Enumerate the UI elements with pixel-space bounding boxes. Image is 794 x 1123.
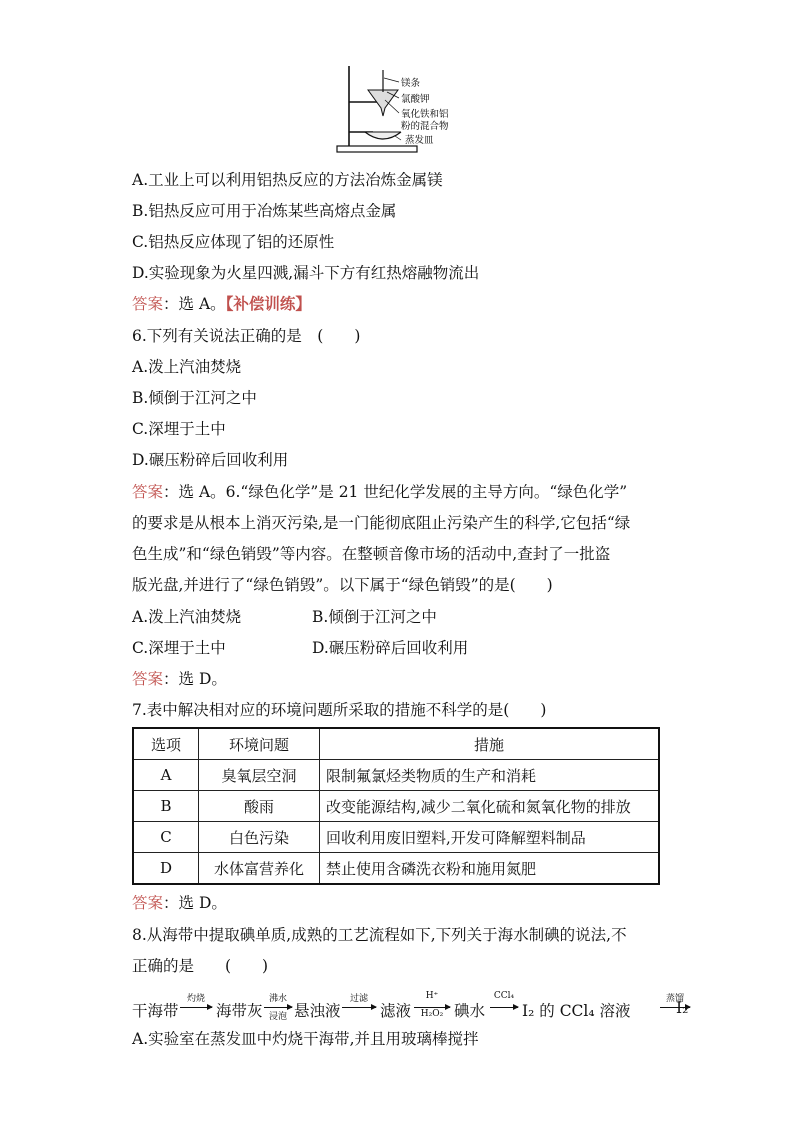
flow-arrow — [342, 1007, 376, 1008]
label-dish: 蒸发皿 — [405, 135, 434, 146]
thermite-apparatus-figure — [335, 62, 490, 154]
q7-stem: 7.表中解决相对应的环境问题所采取的措施不科学的是( ) — [132, 701, 547, 719]
table-row: B 酸雨 改变能源结构,减少二氧化硫和氮氧化物的排放 — [133, 791, 659, 822]
q6-option-a: A.泼上汽油焚烧 — [132, 358, 242, 376]
q6b-option-c: C.深埋于土中 — [132, 639, 226, 657]
q6-option-d: D.碾压粉碎后回收利用 — [132, 451, 289, 469]
iodine-process-flow: 干海带 灼烧 海带灰 沸水 浸泡 悬浊液 过滤 滤液 H⁺ H₂O₂ 碘水 CCl₄ I₂ 的 CCl₄ 溶液 蒸馏 I₂ — [132, 991, 689, 1022]
answer-label: 答案 — [132, 295, 164, 313]
q8-stem-2: 正确的是 ( ) — [132, 957, 269, 975]
flow-item: 干海带 — [132, 1002, 179, 1020]
label-potassium-chlorate: 氯酸钾 — [401, 94, 430, 105]
q6-stem: 6.下列有关说法正确的是 ( ) — [132, 327, 361, 345]
label-mixture-1: 氧化铁和铝 — [401, 109, 449, 120]
q5-option-a: A.工业上可以利用铝热反应的方法冶炼金属镁 — [132, 171, 443, 189]
flow-item: 碘水 — [454, 1002, 486, 1020]
q6-option-c: C.深埋于土中 — [132, 420, 226, 438]
q6b-option-b: B.倾倒于江河之中 — [312, 608, 437, 626]
flow-arrow — [490, 1007, 518, 1008]
answer-label: 答案 — [132, 483, 164, 501]
supplement-tag: 【补偿训练】 — [225, 294, 311, 313]
flow-item: I₂ — [676, 999, 689, 1017]
answer-label: 答案 — [132, 894, 164, 912]
q5-option-b: B.铝热反应可用于冶炼某些高熔点金属 — [132, 202, 397, 220]
q5-answer: 答案：选 A。【补偿训练】 — [132, 294, 311, 313]
q7-answer: 答案：选 D。 — [132, 894, 227, 912]
flow-item: 悬浊液 — [294, 1002, 341, 1020]
answer-label: 答案 — [132, 670, 164, 688]
flow-item: 海带灰 — [216, 1002, 263, 1020]
q7-table — [132, 727, 660, 885]
q6-answer: 答案：选 A。6.“绿色化学”是 21 世纪化学发展的主导方向。“绿色化学” — [132, 483, 628, 501]
table-row: C 白色污染 回收利用废旧塑料,开发可降解塑料制品 — [133, 822, 659, 853]
header-option: 选项 — [133, 728, 199, 760]
q5-option-d: D.实验现象为火星四溅,漏斗下方有红热熔融物流出 — [132, 264, 480, 282]
header-problem: 环境问题 — [199, 728, 320, 760]
q6-option-b: B.倾倒于江河之中 — [132, 389, 257, 407]
flow-arrow — [414, 1007, 450, 1008]
q5-option-c: C.铝热反应体现了铝的还原性 — [132, 233, 335, 251]
flow-item: I₂ 的 CCl₄ 溶液 — [522, 1002, 631, 1020]
header-measure: 措施 — [320, 728, 660, 760]
flow-item: 滤液 — [380, 1002, 412, 1020]
q8-stem-1: 8.从海带中提取碘单质,成熟的工艺流程如下,下列关于海水制碘的说法,不 — [132, 926, 627, 944]
flow-arrow — [180, 1007, 212, 1008]
label-magnesium: 镁条 — [401, 78, 421, 89]
table-header-row — [133, 728, 659, 760]
q6b-option-a: A.泼上汽油焚烧 — [132, 608, 242, 626]
q6b-line-1: 的要求是从根本上消灭污染,是一门能彻底阻止污染产生的科学,它包括“绿 — [132, 514, 631, 532]
table-row: D 水体富营养化 禁止使用含磷洗衣粉和施用氮肥 — [133, 853, 659, 885]
table-row: A 臭氧层空洞 限制氟氯烃类物质的生产和消耗 — [133, 760, 659, 791]
q8-option-a: A.实验室在蒸发皿中灼烧干海带,并且用玻璃棒搅拌 — [132, 1030, 479, 1048]
q6b-line-2: 色生成”和“绿色销毁”等内容。在整顿音像市场的活动中,查封了一批盗 — [132, 545, 611, 563]
q6b-line-3: 版光盘,并进行了“绿色销毁”。以下属于“绿色销毁”的是( ) — [132, 576, 553, 594]
flow-arrow — [264, 1007, 292, 1008]
label-mixture-2: 粉的混合物 — [401, 121, 449, 132]
q6b-option-d: D.碾压粉碎后回收利用 — [312, 639, 469, 657]
q6b-answer: 答案：选 D。 — [132, 670, 227, 688]
